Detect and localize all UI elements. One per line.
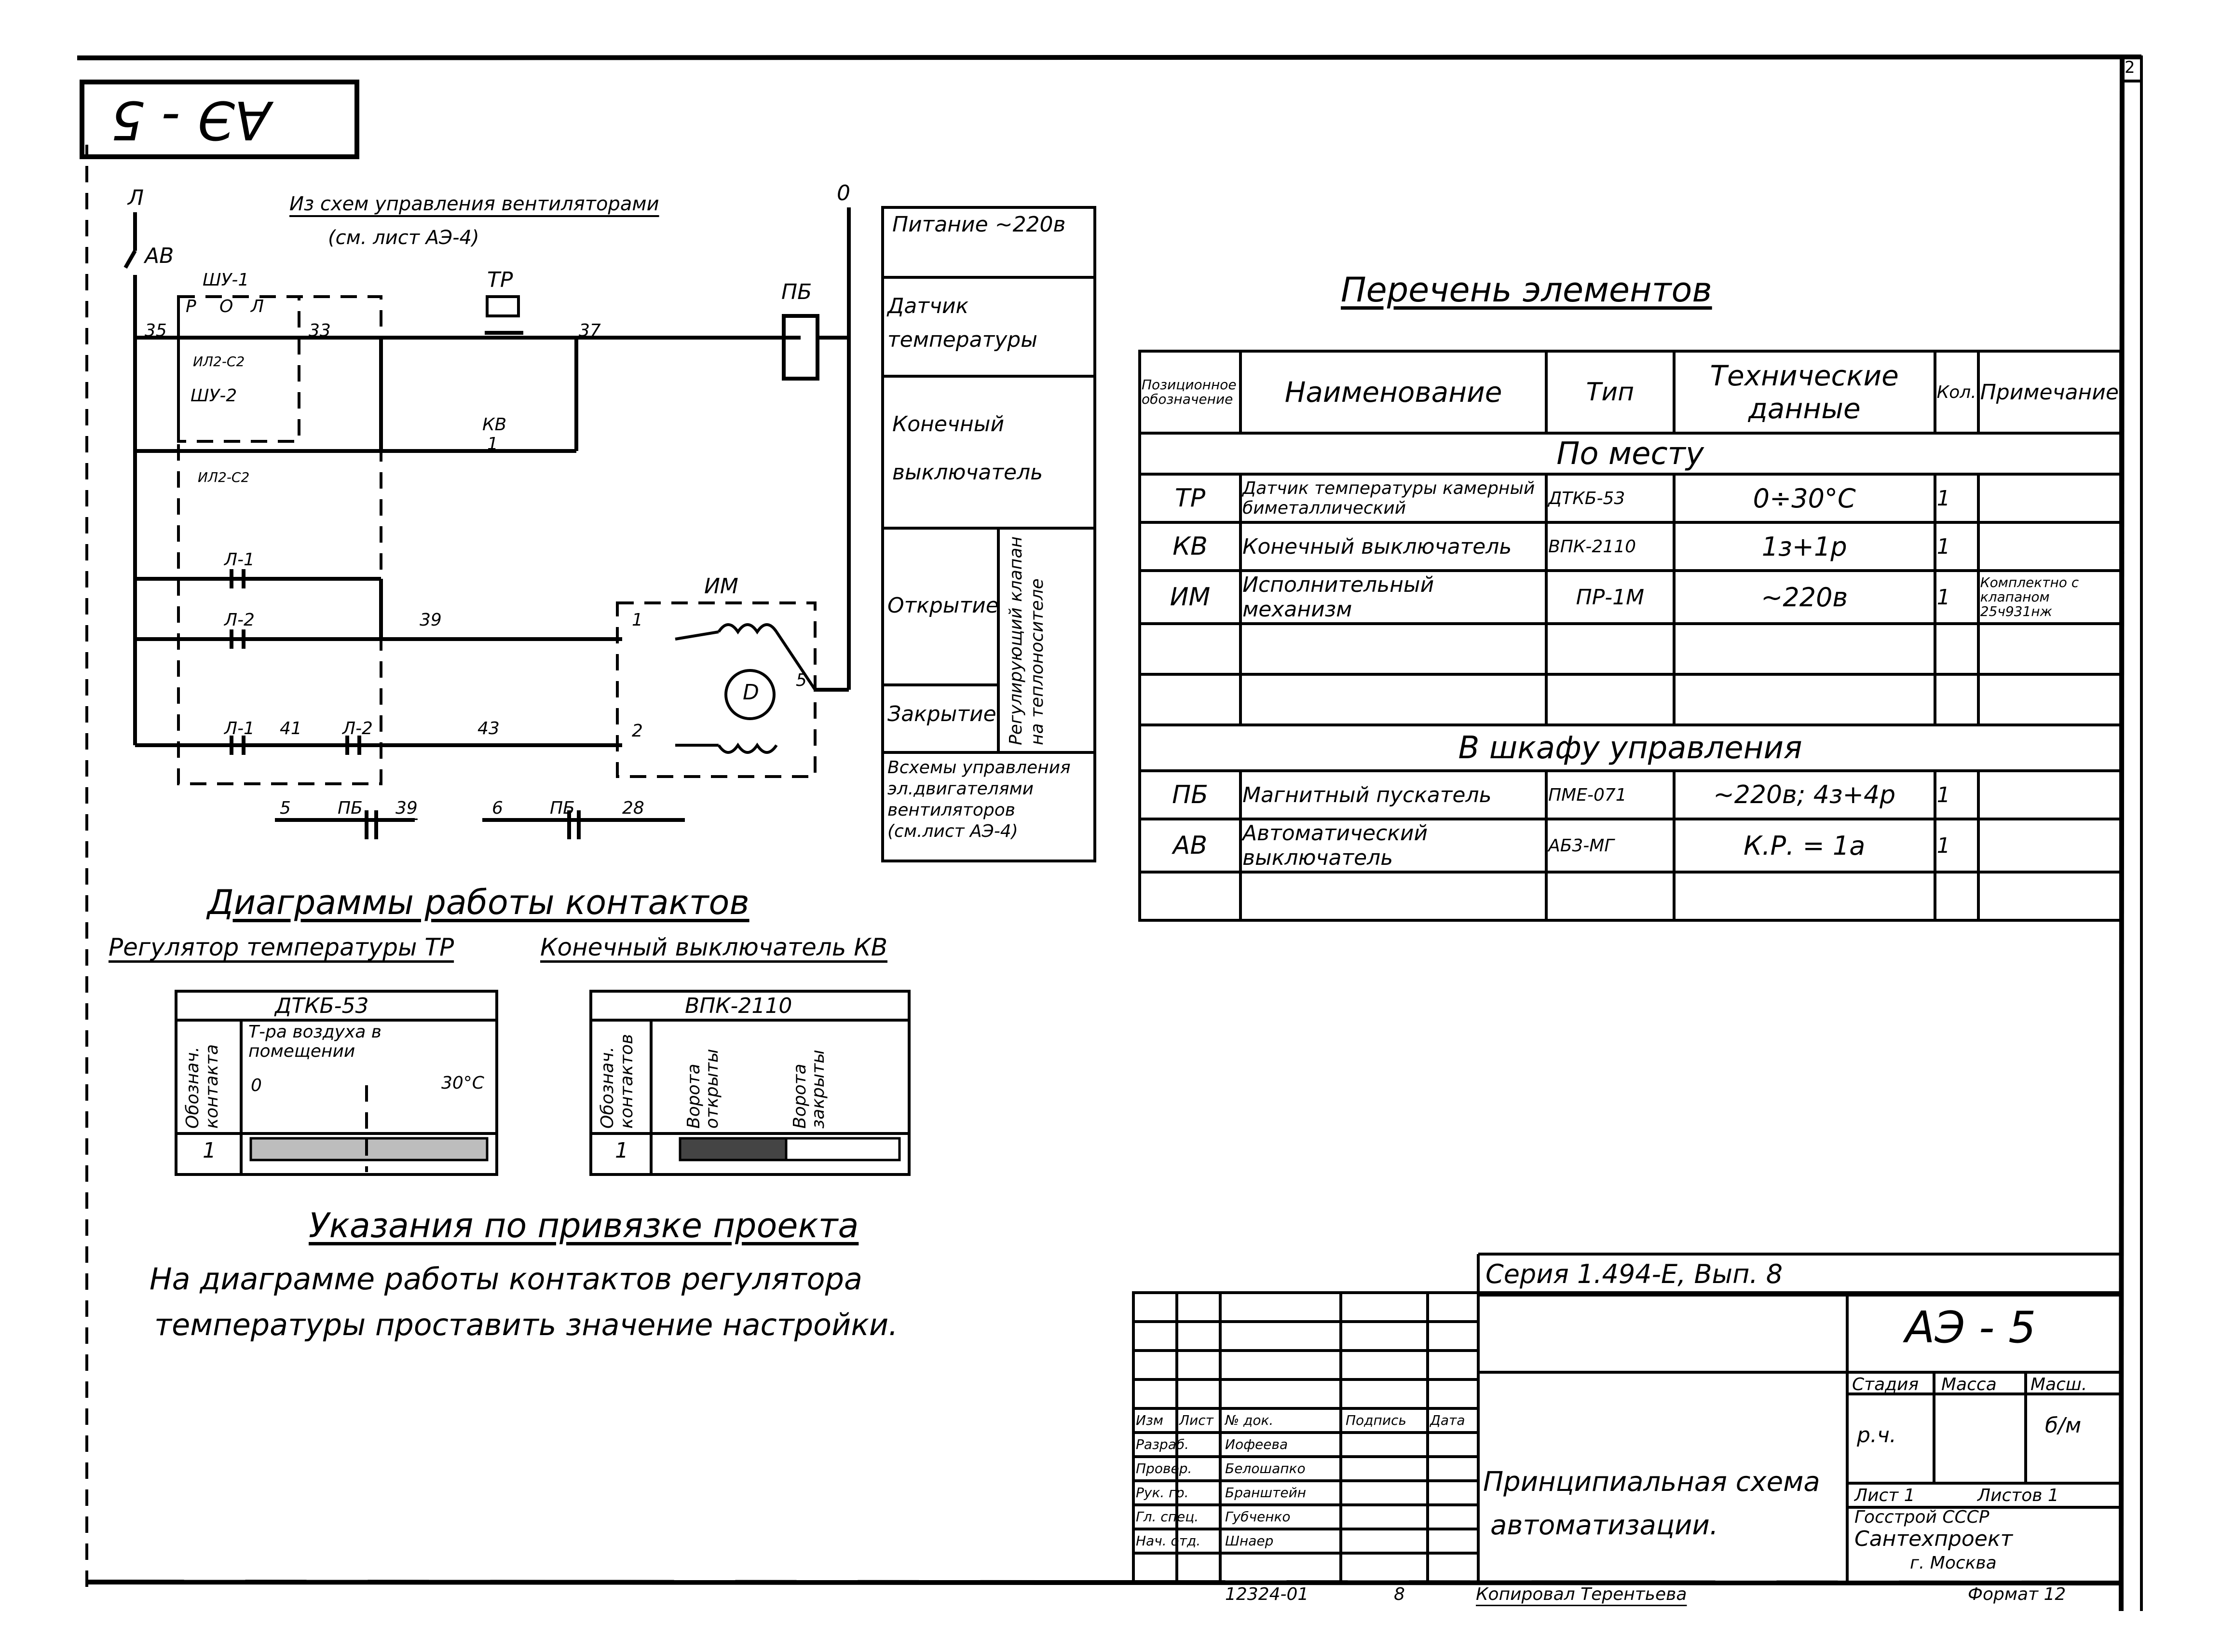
row-pos: ТР	[1140, 474, 1240, 522]
row-qty: 1	[1935, 771, 1978, 819]
bottom-6: 6	[492, 798, 503, 818]
row-name: Датчик температуры камерный биметаллический	[1240, 474, 1546, 522]
label-L2: Л-2	[224, 610, 255, 630]
section-on-site: По месту	[1140, 433, 2121, 474]
node-33: 33	[309, 321, 331, 341]
stamp-title2: автоматизации.	[1490, 1510, 1718, 1541]
stamp-org1: Госстрой СССР	[1854, 1507, 1989, 1527]
row-type: ВПК-2110	[1546, 522, 1674, 571]
node-37: 37	[579, 321, 601, 341]
row-data: ~220в; 4з+4р	[1674, 771, 1935, 819]
elements-title: Перечень элементов	[1341, 270, 1712, 310]
d2-row: 1	[615, 1138, 628, 1163]
instructions-line1: На диаграмме работы контактов регулятора	[150, 1261, 862, 1297]
elements-table	[1138, 350, 2122, 922]
stamp-series: Серия 1.494-Е, Вып. 8	[1485, 1259, 1783, 1289]
section-in-cabinet: В шкафу управления	[1140, 725, 2121, 771]
source-note: Из схем управления вентиляторами	[289, 193, 659, 215]
label-kv-contact: 1	[487, 434, 498, 454]
row-pos: ИМ	[1140, 571, 1240, 624]
label-O-pos: О	[219, 297, 233, 316]
corner-number: 2	[2125, 58, 2135, 77]
diagrams-title: Диаграммы работы контактов	[207, 883, 749, 922]
stamp-sheets: Листов 1	[1977, 1486, 2059, 1505]
label-L2b: Л-2	[342, 719, 373, 738]
stamp-scale: б/м	[2045, 1413, 2082, 1438]
diagram-sub-tp: Регулятор температуры ТР	[109, 933, 454, 961]
legend-limit: Конечный выключатель	[892, 412, 1043, 485]
label-L-pos: Л	[251, 297, 264, 316]
footer-format: Формат 12	[1968, 1584, 2066, 1604]
stamp-mass-h: Масса	[1941, 1375, 1997, 1394]
legend-valve: Регулирующий клапан на теплоносителе	[1006, 536, 1047, 745]
row-pos: ПБ	[1140, 771, 1240, 819]
stamp-role: Рук. гр.	[1136, 1485, 1189, 1501]
stamp-scale-h: Масш.	[2030, 1375, 2087, 1394]
label-IM: ИМ	[704, 574, 738, 599]
footer-page: 8	[1394, 1584, 1405, 1604]
label-L: Л	[128, 186, 144, 210]
d2-open: Ворота открыты	[684, 1049, 722, 1129]
row-pos: АВ	[1140, 819, 1240, 872]
terminal-2: 2	[632, 721, 643, 741]
label-AV: АВ	[145, 244, 174, 268]
label-TP: ТР	[487, 268, 513, 292]
stamp-hdr: Изм	[1136, 1412, 1163, 1428]
row-data: 1з+1р	[1674, 522, 1935, 571]
hdr-data: Технические данные	[1674, 351, 1935, 433]
stamp-sheet: Лист 1	[1854, 1486, 1915, 1505]
label-O: 0	[837, 181, 850, 205]
stamp-hdr: Дата	[1430, 1412, 1465, 1428]
row-name: Автоматический выключатель	[1240, 819, 1546, 872]
stamp-role: Разраб.	[1136, 1436, 1189, 1452]
stamp-stage-h: Стадия	[1852, 1375, 1919, 1394]
row-type: ПМЕ-071	[1546, 771, 1674, 819]
terminal-1: 1	[632, 610, 643, 630]
row-type: ПР-1М	[1546, 571, 1674, 624]
legend-sensor: Датчик температуры	[887, 294, 1037, 352]
stamp-name: Бранштейн	[1225, 1485, 1307, 1501]
d1-max: 30°С	[441, 1073, 484, 1093]
label-L1: Л-1	[224, 550, 255, 570]
stamp-hdr: № док.	[1225, 1412, 1274, 1428]
row-qty: 1	[1935, 474, 1978, 522]
legend-open: Открытие	[887, 593, 999, 618]
row-type: АБ3-МГ	[1546, 819, 1674, 872]
bottom-PB1: ПБ	[338, 798, 363, 818]
row-note	[1978, 819, 2121, 872]
stamp-name: Шнаер	[1225, 1533, 1274, 1549]
row-name: Конечный выключатель	[1240, 522, 1546, 571]
row-qty: 1	[1935, 571, 1978, 624]
row-note	[1978, 522, 2121, 571]
bottom-PB2: ПБ	[550, 798, 575, 818]
bottom-28: 28	[622, 798, 644, 818]
stamp-hdr: Лист	[1179, 1412, 1213, 1428]
hdr-pos: Позиционное обозначение	[1140, 351, 1240, 433]
stamp-name: Губченко	[1225, 1509, 1291, 1525]
row-data: ~220в	[1674, 571, 1935, 624]
row-name: Исполнительный механизм	[1240, 571, 1546, 624]
footer-num: 12324-01	[1225, 1584, 1309, 1604]
d1-col: Обознач. контакта	[183, 1044, 222, 1129]
stamp-stage: р.ч.	[1857, 1423, 1896, 1447]
stamp-role: Нач. отд.	[1136, 1533, 1201, 1549]
terminal-5: 5	[796, 670, 807, 690]
hdr-name: Наименование	[1240, 351, 1546, 433]
legend-close: Закрытие	[887, 702, 996, 726]
label-kpl1: ИЛ2-С2	[193, 354, 245, 369]
label-SHU1: ШУ-1	[203, 270, 249, 290]
d1-head: ДТКБ-53	[275, 994, 369, 1018]
stamp-role: Провер.	[1136, 1461, 1192, 1476]
label-L1b: Л-1	[224, 719, 255, 738]
label-motor: D	[743, 680, 759, 705]
label-SHU2: ШУ-2	[191, 386, 237, 406]
node-39: 39	[420, 610, 442, 630]
row-data: 0÷30°С	[1674, 474, 1935, 522]
hdr-type: Тип	[1546, 351, 1674, 433]
label-kpl2: ИЛ2-С2	[198, 469, 250, 485]
d1-min: 0	[251, 1076, 262, 1095]
instructions-title: Указания по привязке проекта	[309, 1206, 859, 1245]
row-name: Магнитный пускатель	[1240, 771, 1546, 819]
node-43: 43	[477, 719, 500, 738]
row-data: К.Р. = 1а	[1674, 819, 1935, 872]
stamp-code: АЭ - 5	[1905, 1302, 2036, 1353]
stamp-org2: Сантехпроект	[1854, 1527, 2013, 1551]
d2-closed: Ворота закрыты	[790, 1050, 828, 1129]
row-note	[1978, 474, 2121, 522]
stamp-title1: Принципиальная схема	[1483, 1466, 1820, 1498]
label-P: Р	[186, 297, 196, 316]
row-qty: 1	[1935, 522, 1978, 571]
legend-note: Всхемы управления эл.двигателями вентиляторов (см.лист АЭ-4)	[887, 758, 1071, 841]
d2-col: Обознач. контактов	[598, 1034, 637, 1129]
d2-head: ВПК-2110	[685, 994, 792, 1018]
row-type: ДТКБ-53	[1546, 474, 1674, 522]
hdr-qty: Кол.	[1935, 351, 1978, 433]
stamp-name: Иофеева	[1225, 1436, 1288, 1452]
row-pos: КВ	[1140, 522, 1240, 571]
instructions-line2: температуры проставить значение настройки.	[154, 1307, 898, 1342]
sheet-code-box: АЭ - 5	[111, 89, 271, 151]
stamp-role: Гл. спец.	[1136, 1509, 1199, 1525]
label-KV: КВ	[482, 415, 507, 435]
footer-copied: Копировал Терентьева	[1476, 1584, 1687, 1604]
stamp-hdr: Подпись	[1346, 1412, 1406, 1428]
bottom-5: 5	[280, 798, 291, 818]
stamp-org3: г. Москва	[1910, 1553, 1997, 1573]
row-note: Комплектно с клапаном 25ч931нж	[1978, 571, 2121, 624]
row-note	[1978, 771, 2121, 819]
bottom-39: 39	[395, 798, 418, 818]
d1-desc: Т-ра воздуха в помещении	[248, 1022, 382, 1061]
legend-power: Питание ~220в	[892, 212, 1066, 237]
diagram-sub-kv: Конечный выключатель КВ	[540, 933, 888, 961]
row-qty: 1	[1935, 819, 1978, 872]
d1-row: 1	[203, 1138, 216, 1163]
hdr-note: Примечание	[1978, 351, 2121, 433]
node-41: 41	[280, 719, 302, 738]
source-note-ref: (см. лист АЭ-4)	[328, 227, 479, 249]
label-PB: ПБ	[781, 280, 812, 304]
stamp-name: Белошапко	[1225, 1461, 1306, 1476]
node-35: 35	[145, 321, 167, 341]
